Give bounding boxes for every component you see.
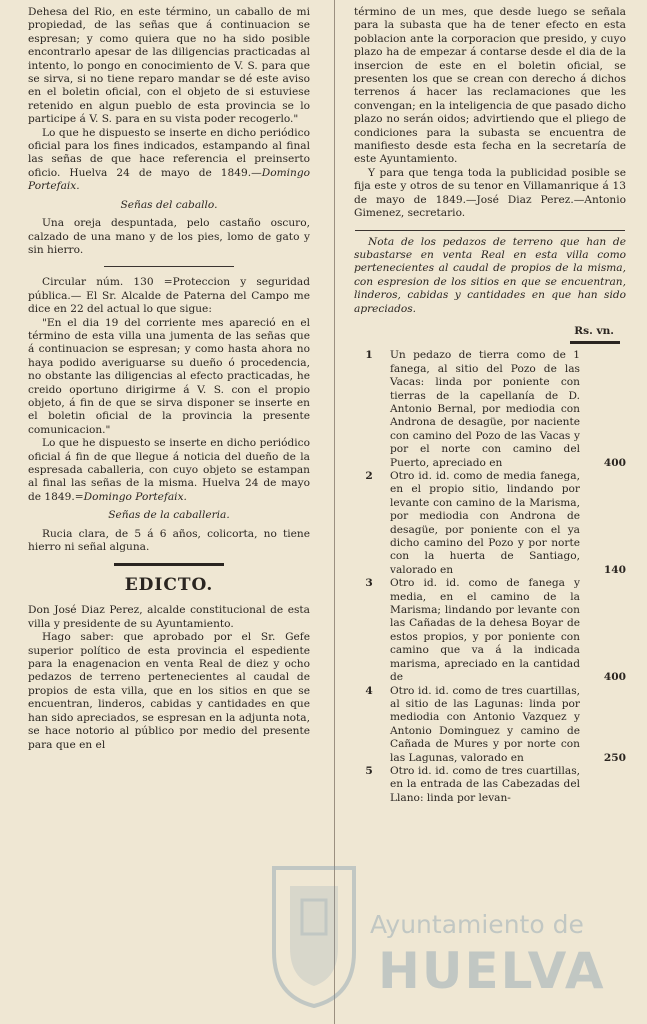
- paragraph-jumenta-report: "En el dia 19 del corriente mes apareció en el término de esta villa una jumenta de las señas que á continuacion se espresan; y como hasta ahora no haya podido averiguarse su dueño ó procedencia, no obstante las diligencias al efecto practicadas, he creido oportuno dirigirme á V. S. con el propio objeto, á fin de que se sirva disponer se inserte en el boletin oficial de la provincia la presente comunicacion.": [28, 316, 310, 436]
- terrain-item-amount: 400: [603, 671, 626, 684]
- column-divider: [334, 0, 335, 1024]
- paragraph-jumenta-insertion: [28, 437, 310, 504]
- terrain-item-amount: 400: [603, 456, 626, 469]
- watermark-line2: HUELVA: [378, 942, 606, 1000]
- terrain-item: [354, 765, 626, 805]
- heading-caballeria-marks: Señas de la caballeria.: [108, 509, 230, 522]
- terrain-item: [354, 349, 626, 470]
- terrain-item-number: 4: [365, 684, 373, 697]
- paragraph-edicto-closing: Y para que tenga toda la publicidad posible se fija este y otros de su tenor en Villamanrique á 13 de mayo de 1849.—José Diaz Perez.—Antonio Gimenez, secretario.: [354, 166, 626, 220]
- heading-edicto: EDICTO.: [124, 575, 214, 596]
- terrain-item-description: Otro id. id. como de tres cuartillas, al sitio de las Lagunas: linda por mediodia con Antonio Vazquez y Antonio Dominguez y camino de Cañada de Mures y por norte con las Lagunas, valorado en: [390, 684, 580, 764]
- terrain-list: [354, 349, 626, 805]
- terrain-item-amount: 250: [603, 751, 626, 764]
- terrain-item: [354, 685, 626, 765]
- jumenta-insertion-text: Lo que he dispuesto se inserte en dicho periódico oficial á fin de que llegue á noticia del dueño de la espresada caballeria, con cuyo objeto se estampan al final las señas de la misma. Huelva 24 de mayo de 1849.=: [28, 437, 310, 503]
- heading-horse-marks: Señas del caballo.: [120, 198, 218, 211]
- paragraph-edicto-continued: término de un mes, que desde luego se señala para la subasta que ha de tener efecto en esta poblacion ante la corporacion que presido, y cuyo plazo ha de empezar á contarse desde el dia de la insercion de este en el boletin oficial, se presenten los que se crean con derecho á dichos terrenos á hacer las reclamaciones que les convengan; en la inteligencia de que pasado dicho plazo no serán oidos; advirtiendo que el pliego de condiciones para la subasta se encuentra de manifiesto desde esta fecha en la secretaría de este Ayuntamiento.: [354, 6, 626, 166]
- left-column: [28, 6, 310, 752]
- paragraph-edicto-body: Hago saber: que aprobado por el Sr. Gefe superior político de esta provincia el espediente para la enagenacion en venta Real de diez y ocho pedazos de terreno pertenecientes al caudal de propios de esta villa, que en los sitios en que se encuentran, linderos, cabidas y cantidades en que han sido apreciados, se espresan en la adjunta nota, se hace notorio al público por medio del presente para que en el: [28, 631, 310, 751]
- paragraph-caballeria-marks: Rucia clara, de 5 á 6 años, colicorta, no tiene hierro ni señal alguna.: [28, 527, 310, 554]
- currency-header: Rs. vn.: [574, 324, 614, 337]
- terrain-item: [354, 470, 626, 577]
- terrain-item-amount: [586, 765, 626, 805]
- signature-portefaix-1: Domingo Portefaix.: [28, 166, 310, 193]
- signature-portefaix-2: Domingo Portefaix.: [83, 490, 187, 503]
- paragraph-circular-130: Circular núm. 130 =Proteccion y seguridad pública.— El Sr. Alcalde de Paterna del Campo me dice en 22 del actual lo que sigue:: [28, 276, 310, 316]
- paragraph-horse-marks: Una oreja despuntada, pelo castaño oscuro, calzado de una mano y de los pies, lomo de gato y sin hierro.: [28, 217, 310, 256]
- terrain-item-number: 5: [365, 764, 373, 777]
- terrain-item-number: 2: [365, 470, 373, 482]
- paragraph-edicto-intro: Don José Diaz Perez, alcalde constitucional de esta villa y presidente de su Ayuntamiento.: [28, 604, 310, 630]
- right-column: [354, 6, 626, 805]
- terrain-item-amount: 140: [603, 563, 626, 576]
- ayuntamiento-watermark: [260, 846, 640, 1016]
- terrain-item-description: Otro id. id. como de fanega y media, en el camino de la Marisma; lindando por levante con las Cañadas de la dehesa Boyar de estos propios, y por poniente con camino que va á la indicada marisma, apreciado en la cantidad de: [390, 577, 580, 684]
- paragraph-horse-report: Dehesa del Rio, en este término, un caballo de mi propiedad, de las señas que á continuacion se espresan; y como quiera que no ha sido posible encontrarlo apesar de las diligencias practicadas al intento, lo pongo en conocimiento de V. S. para que se sirva, si no tiene reparo mandar se dé este aviso en el boletin oficial, con el objeto de si estuviese retenido en algun pueblo de esta provincia se lo participe á V. S. para en su vista poder recogerlo.": [28, 6, 310, 126]
- terrain-item-number: 3: [365, 577, 373, 590]
- terrain-item-description: Otro id. id. como de media fanega, en el propio sitio, lindando por levante con camino de la Marisma, por mediodia con Androna de desagüe, por poniente con el ya dicho camino del Pozo y por norte con la huerta de Santiago, valorado en: [390, 470, 580, 576]
- paragraph-horse-insertion: [28, 127, 310, 194]
- terrain-item-number: 1: [365, 349, 373, 362]
- watermark-line1: Ayuntamiento de: [370, 910, 584, 939]
- shield-icon: [268, 860, 360, 1010]
- note-terrains: Nota de los pedazos de terreno que han de subastarse en venta Real en esta villa como pertenecientes al caudal de propios de la misma, con espresion de los sitios en que se encuentran, linderos, cabidas y cantidades en que han sido apreciados.: [354, 235, 626, 315]
- horse-insertion-text: Lo que he dispuesto se inserte en dicho periódico oficial para los fines indicados, estampando al final las señas de que hace referencia el preinserto oficio. Huelva 24 de mayo de 1849.—: [28, 126, 310, 179]
- terrain-item-description: Otro id. id. como de tres cuartillas, en la entrada de las Cabezadas del Llano: linda por levan-: [390, 764, 580, 804]
- terrain-item: [354, 577, 626, 684]
- terrain-item-description: Un pedazo de tierra como de 1 fanega, al sitio del Pozo de las Vacas: linda por poniente con tierras de la capellanía de D. Antonio Bernal, por mediodia con Androna de desagüe, por naciente con camino del Pozo de las Vacas y por el norte con camino del Puerto, apreciado en: [390, 349, 580, 469]
